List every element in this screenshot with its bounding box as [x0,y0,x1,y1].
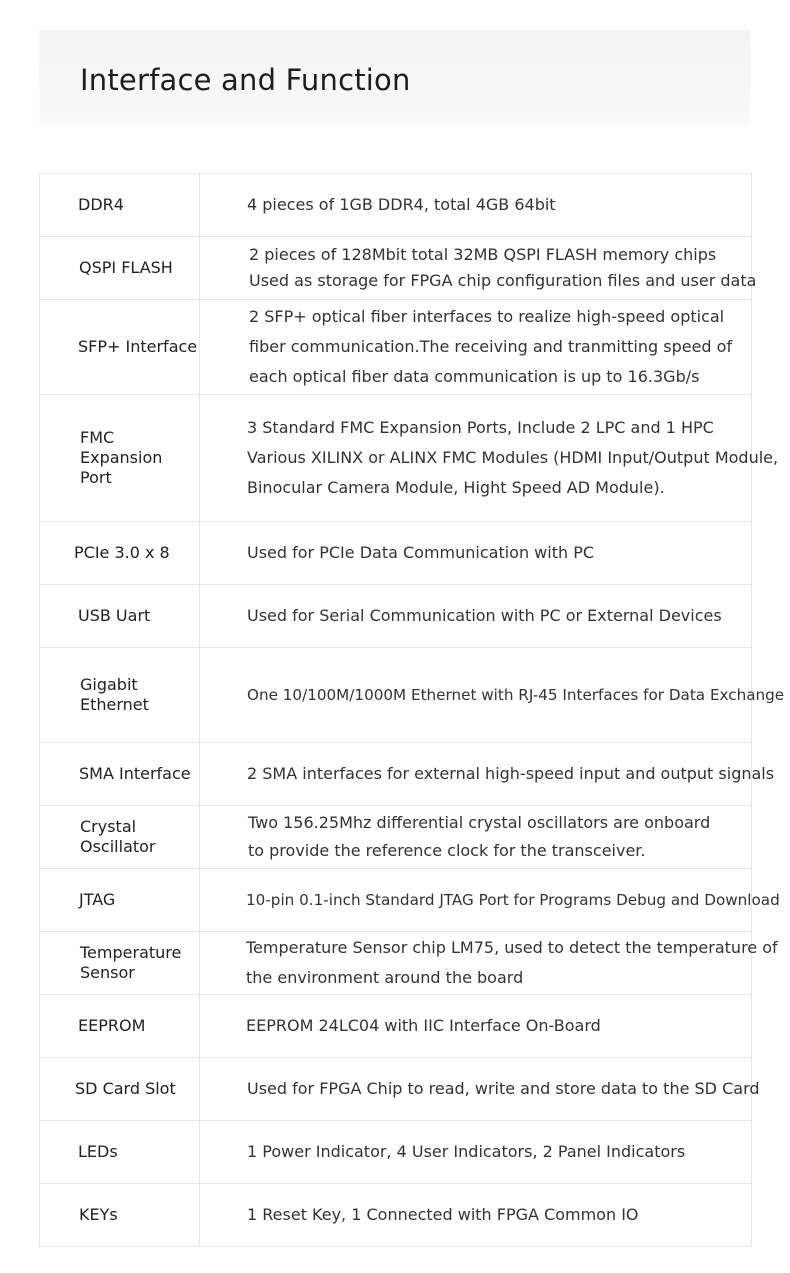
row-value-cell [200,648,785,743]
row-value-cell [200,174,752,237]
row-value-cell [200,237,757,300]
row-value-cell [200,1184,752,1247]
row-value-cell [200,1058,760,1121]
row-label-cell [40,869,200,932]
row-value-line: Used for FPGA Chip to read, write and store data to the SD Card [247,1079,760,1098]
row-value-cell [200,585,752,648]
row-value [200,541,751,565]
table-row [40,585,752,648]
row-value-cell [200,1121,752,1184]
row-value [200,1077,760,1101]
row-label-cell [40,522,200,585]
row-label [40,890,199,910]
row-value [200,604,751,628]
row-label-line: EEPROM [78,1016,146,1035]
table-row [40,522,752,585]
row-label [40,606,199,626]
row-value [200,888,780,912]
row-label [40,1142,199,1162]
row-value-line: EEPROM 24LC04 with IIC Interface On-Board [246,1016,601,1035]
table-row [40,743,752,806]
row-value-cell [200,522,752,585]
row-value-cell [200,743,775,806]
row-value-cell [200,932,778,995]
row-value-cell [200,300,752,395]
row-label-cell [40,648,200,743]
row-value-line: Two 156.25Mhz differential crystal oscillators are onboard [248,813,711,832]
row-value-line: 1 Reset Key, 1 Connected with FPGA Common IO [247,1205,639,1224]
table-row [40,932,752,995]
row-label-cell [40,237,200,300]
row-value-line: each optical fiber data communication is up to 16.3Gb/s [249,367,700,386]
row-value-cell [200,995,752,1058]
spec-table [39,173,785,1247]
row-value-line: 4 pieces of 1GB DDR4, total 4GB 64bit [247,195,556,214]
table-row [40,174,752,237]
row-label-cell [40,995,200,1058]
row-value-line: Various XILINX or ALINX FMC Modules (HDMI Input/Output Module, [247,448,779,467]
row-label-line: JTAG [79,890,116,909]
row-label [40,337,199,357]
row-value-cell [200,395,779,522]
row-value [200,1203,751,1227]
row-label-cell [40,1184,200,1247]
table-row [40,1121,752,1184]
row-label [40,543,199,563]
row-label-cell [40,1121,200,1184]
row-value [200,413,779,503]
row-label-cell [40,806,200,869]
table-row [40,395,752,522]
row-label-line: Temperature [80,943,182,962]
row-label-cell [40,395,200,522]
table-row [40,806,752,869]
section-header [39,30,750,125]
row-value-line: 2 SMA interfaces for external high-speed input and output signals [247,764,775,783]
table-row [40,869,752,932]
row-label-line: PCIe 3.0 x 8 [74,543,170,562]
row-label-line: QSPI FLASH [79,258,173,277]
row-value [200,1140,751,1164]
row-label-line: USB Uart [78,606,151,625]
row-label [40,764,199,784]
row-value-line: Binocular Camera Module, Hight Speed AD Module). [247,478,665,497]
row-label-line: SMA Interface [79,764,191,783]
row-value-line: fiber communication.The receiving and tranmitting speed of [249,337,733,356]
row-label-line: Sensor [80,963,135,982]
row-value [200,762,775,786]
row-value-cell [200,869,780,932]
row-label-cell [40,174,200,237]
row-label [40,1016,199,1036]
row-label-line: Expansion [80,448,163,467]
row-value [200,809,751,865]
row-value [200,242,757,294]
spec-table-body [40,174,785,1247]
row-value-line: Used for Serial Communication with PC or External Devices [247,606,722,625]
row-label [40,817,199,857]
row-label [40,1205,199,1225]
row-label-line: LEDs [78,1142,118,1161]
row-label-line: Oscillator [80,837,156,856]
row-value [200,1014,751,1038]
row-label [40,258,199,278]
table-row [40,648,752,743]
page-title: Interface and Function [80,63,411,97]
row-label-line: Ethernet [80,695,149,714]
row-value-line: 1 Power Indicator, 4 User Indicators, 2 Panel Indicators [247,1142,686,1161]
table-row [40,995,752,1058]
row-value [200,933,778,993]
row-value-line: to provide the reference clock for the transceiver. [248,841,646,860]
row-label-line: FMC [80,428,115,447]
row-value [200,193,751,217]
row-value-line: One 10/100M/1000M Ethernet with RJ-45 Interfaces for Data Exchange [247,686,785,704]
row-label [40,195,199,215]
row-label-line: Crystal [80,817,137,836]
row-value [200,302,751,392]
row-label-line: SFP+ Interface [78,337,198,356]
row-label-line: Port [80,468,112,487]
row-value-cell [200,806,752,869]
row-label-cell [40,932,200,995]
row-value-line: 2 SFP+ optical fiber interfaces to realize high-speed optical [249,307,725,326]
row-label-cell [40,300,200,395]
row-value-line: Used for PCIe Data Communication with PC [247,543,595,562]
row-label [40,943,199,983]
row-label [40,1079,199,1099]
row-label [40,428,199,488]
table-row [40,1184,752,1247]
row-label-cell [40,1058,200,1121]
row-value-line: Temperature Sensor chip LM75, used to detect the temperature of [246,938,778,957]
row-label-line: SD Card Slot [75,1079,176,1098]
table-row [40,1058,752,1121]
row-label [40,675,199,715]
row-value-line: the environment around the board [246,968,524,987]
row-label-line: KEYs [79,1205,118,1224]
row-value-line: 2 pieces of 128Mbit total 32MB QSPI FLASH memory chips [249,245,717,264]
table-row [40,237,752,300]
row-value-line: 10-pin 0.1-inch Standard JTAG Port for Programs Debug and Download [246,891,780,909]
row-label-line: DDR4 [78,195,124,214]
row-value-line: 3 Standard FMC Expansion Ports, Include 2 LPC and 1 HPC [247,418,714,437]
row-label-cell [40,743,200,806]
row-label-line: Gigabit [80,675,138,694]
table-row [40,300,752,395]
row-value-line: Used as storage for FPGA chip configuration files and user data [249,271,757,290]
row-value [200,683,785,707]
row-label-cell [40,585,200,648]
